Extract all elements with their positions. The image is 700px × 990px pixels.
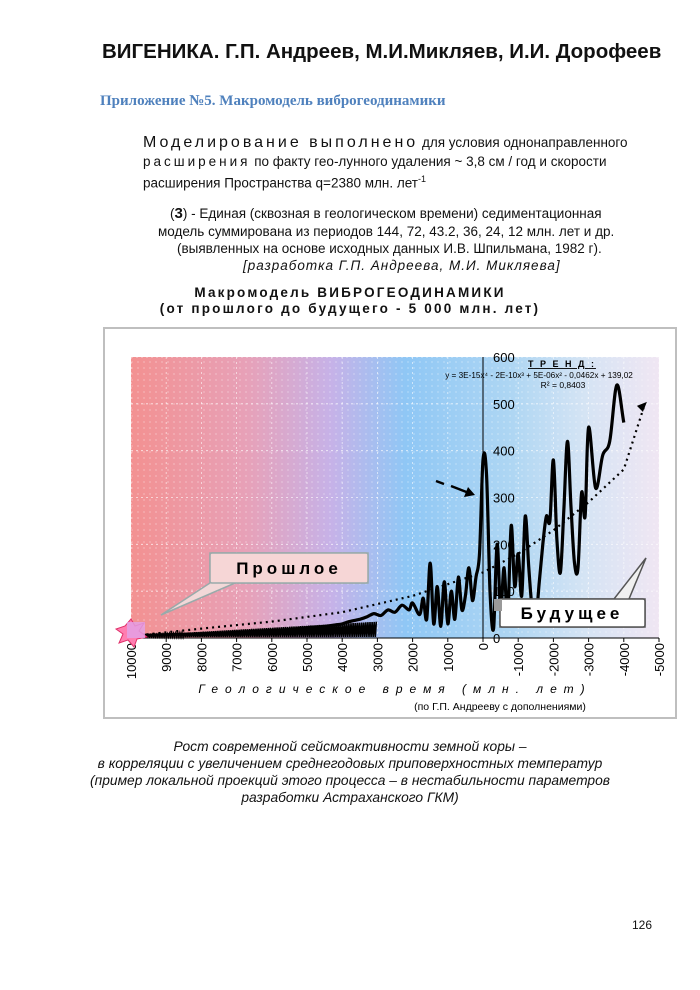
chart-title-line-2: (от прошлого до будущего - 5 000 млн. лет) bbox=[159, 301, 541, 316]
x-tick-label: 5000 bbox=[300, 643, 315, 672]
x-tick-label: -1000 bbox=[511, 643, 527, 677]
chart-frame bbox=[103, 327, 677, 719]
x-tick-label: 2000 bbox=[405, 643, 421, 672]
x-tick-label: 10000 bbox=[124, 643, 139, 680]
model-desc-line-2: модель суммирована из периодов 144, 72, 43.2, 36, 24, 12 млн. лет и др. bbox=[158, 224, 615, 239]
y-tick-label: 600 bbox=[493, 350, 515, 365]
caption-line-3: (пример локальной проекций этого процесса – в нестабильности параметров bbox=[90, 773, 610, 788]
intro-line-2 bbox=[143, 153, 607, 170]
x-tick-label: 8000 bbox=[194, 643, 210, 672]
x-tick-label: 9000 bbox=[159, 643, 175, 672]
intro-line-3 bbox=[143, 171, 426, 192]
model-number-close: ) bbox=[182, 206, 188, 221]
model-number-open: ( bbox=[170, 206, 175, 221]
intro-line-1 bbox=[143, 134, 628, 151]
model-desc-authors: [разработка Г.П. Андреева, М.И. Микляева] bbox=[243, 258, 561, 273]
x-tick-label: -3000 bbox=[581, 643, 597, 677]
intro-line-2-rest: по факту гео-лунного удаления ~ 3,8 см / год и скорости bbox=[250, 154, 607, 169]
x-tick-label: 1000 bbox=[440, 643, 456, 672]
x-tick-label: -2000 bbox=[546, 643, 562, 677]
trend-r2: R² = 0,8403 bbox=[540, 380, 586, 390]
chart-svg bbox=[105, 329, 675, 717]
model-desc-line-1 bbox=[170, 205, 602, 222]
y-tick-label: 500 bbox=[493, 396, 515, 412]
x-axis-label-text: Геологическое время (млн. лет) bbox=[198, 682, 592, 696]
past-marker bbox=[127, 622, 145, 638]
page-number: 126 bbox=[632, 918, 653, 932]
caption-line-1: Рост современной сейсмоактивности земной коры – bbox=[173, 739, 527, 754]
trend-equation: y = 3E-15x⁴ - 2E-10x³ + 5E-06x² - 0,0462x + 139,02 bbox=[445, 371, 633, 380]
intro-line-3-text: расширения Пространства q=2380 млн. лет bbox=[143, 175, 418, 191]
y-tick-label: 200 bbox=[493, 537, 515, 553]
x-tick-label: -5000 bbox=[652, 643, 667, 677]
y-tick-label: 300 bbox=[493, 490, 515, 506]
intro-line-3-sup: -1 bbox=[417, 174, 426, 184]
intro-line-2-spaced: расширения bbox=[143, 154, 251, 169]
model-number: 3 bbox=[174, 205, 183, 222]
x-axis-note: (по Г.П. Андрееву с дополнениями) bbox=[414, 701, 586, 713]
page-header-title: ВИГЕНИКА. Г.П. Андреев, М.И.Микляев, И.И. Дорофеев bbox=[102, 40, 662, 63]
x-tick-label: 4000 bbox=[335, 643, 351, 672]
past-label: Прошлое bbox=[236, 559, 342, 578]
future-marker bbox=[494, 599, 502, 611]
x-axis-ticks bbox=[124, 638, 667, 679]
x-tick-label: 6000 bbox=[264, 643, 280, 672]
caption-line-2: в корреляции с увеличением среднегодовых приповерхностных температур bbox=[97, 756, 603, 771]
caption-line-4: разработки Астраханского ГКМ) bbox=[241, 790, 459, 805]
x-tick-label: -4000 bbox=[616, 643, 632, 677]
intro-line-1-spaced: Моделирование выполнено bbox=[143, 134, 419, 151]
y-tick-label: 400 bbox=[493, 443, 515, 459]
model-desc-line-3: (выявленных на основе исходных данных И.В. Шпильмана, 1982 г). bbox=[177, 241, 602, 256]
intro-line-1-rest: для условия однонаправленного bbox=[418, 135, 628, 150]
trend-label: Т Р Е Н Д : bbox=[528, 359, 596, 369]
chart-title-line-1: Макромодель ВИБРОГЕОДИНАМИКИ bbox=[194, 285, 506, 300]
y-tick-label: 100 bbox=[493, 584, 515, 600]
x-tick-label: 0 bbox=[476, 643, 491, 651]
y-tick-label: 0 bbox=[493, 631, 501, 646]
model-desc-line-1-rest: - Единая (сквозная в геологическом времени) седиментационная bbox=[187, 206, 602, 221]
appendix-title: Приложение №5. Макромодель виброгеодинамики bbox=[100, 93, 446, 109]
x-tick-label: 7000 bbox=[229, 643, 245, 672]
x-axis-label bbox=[198, 682, 591, 696]
x-tick-label: 3000 bbox=[370, 643, 386, 672]
future-label: Будущее bbox=[520, 604, 624, 623]
